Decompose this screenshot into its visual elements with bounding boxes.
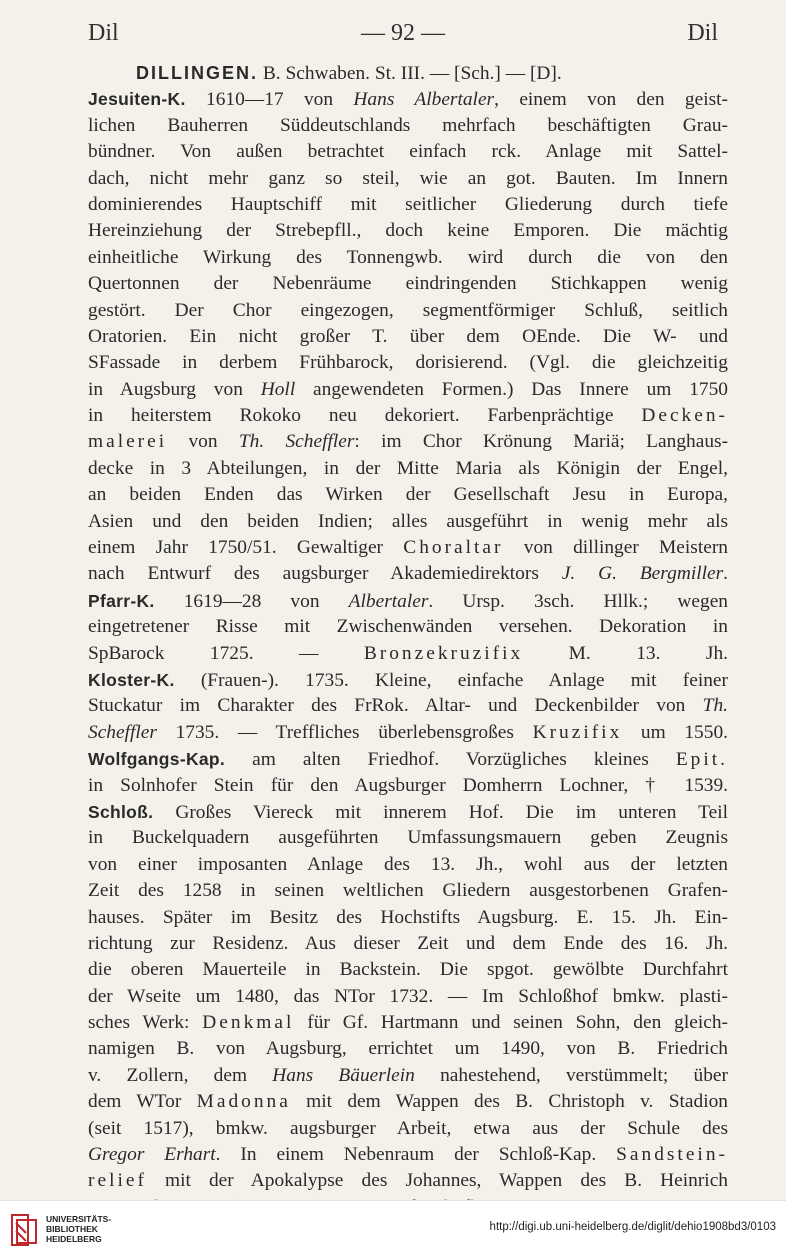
text-line (88, 1010, 728, 1036)
text-segment: um 1550. (622, 721, 728, 743)
body-text (88, 60, 728, 1221)
text-segment: . In einem Nebenraum der Schloß-Kap. (215, 1144, 617, 1166)
text-segment: dach, nicht mehr ganz so steil, wie an got. Bauten. Im Innern (88, 167, 728, 189)
text-line (88, 245, 728, 271)
text-line (88, 429, 728, 455)
text-segment: , einem von den geist- (494, 89, 728, 111)
text-line (88, 720, 728, 746)
text-segment: hauses. Später im Besitz des Hochstifts Augsburg. E. 15. Jh. Ein- (88, 906, 728, 928)
text-line (88, 86, 728, 112)
text-line (88, 377, 728, 403)
text-line (88, 271, 728, 297)
text-segment: einheitliche Wirkung des Tonnengwb. wird durch die von den (88, 246, 728, 268)
running-head-left: Dil (88, 20, 119, 46)
text-line (88, 746, 728, 772)
text-line (88, 825, 728, 851)
entry-heading: Jesuiten-K. (88, 89, 186, 110)
text-line (88, 166, 728, 192)
text-segment: namigen B. von Augsburg, errichtet um 1490, von B. Friedrich (88, 1038, 728, 1060)
text-line (88, 298, 728, 324)
text-segment: nahestehend, verstümmelt; über (414, 1064, 728, 1086)
text-segment: nach Entwurf des augsburger Akademiedirektors (88, 563, 562, 585)
text-segment: die oberen Mauerteile in Backstein. Die spgot. gewölbte Durchfahrt (88, 959, 728, 981)
text-segment: Asien und den beiden Indien; alles ausgeführt in wenig mehr als (88, 510, 728, 532)
text-segment: v. Zollern, dem (88, 1064, 273, 1086)
text-line (88, 324, 728, 350)
text-line (88, 905, 728, 931)
text-line (88, 1089, 728, 1115)
text-segment: einem Jahr 1750/51. Gewaltiger (88, 537, 404, 559)
text-line (88, 535, 728, 561)
artist-name: Hans Bäuerlein (272, 1064, 415, 1086)
text-line (88, 773, 728, 799)
text-segment: von einer imposanten Anlage des 13. Jh., wohl aus der letzten (88, 853, 728, 875)
text-line (88, 614, 728, 640)
text-line (88, 799, 728, 825)
text-line (88, 1063, 728, 1089)
text-line (88, 588, 728, 614)
text-segment: Kruzifix (532, 721, 623, 743)
text-segment: Oratorien. Ein nicht großer T. über dem OEnde. Die W- und (88, 325, 728, 347)
text-segment: gestört. Der Chor eingezogen, segmentförmiger Schluß, seitlich (88, 299, 728, 321)
text-segment: in heiterstem Rokoko neu dekoriert. Farbenprächtige (88, 405, 642, 427)
text-line (88, 1116, 728, 1142)
text-line (88, 403, 728, 429)
text-segment: dominierendes Hauptschiff mit seitlicher Gliederung durch tiefe (88, 193, 728, 215)
text-segment: Quertonnen der Nebenräume eindringenden Stichkappen wenig (88, 273, 728, 295)
text-line (88, 667, 728, 693)
institution-name (46, 1214, 111, 1244)
text-segment: Hereinziehung der Strebepfll., doch keine Emporen. Die mächtig (88, 220, 728, 242)
text-segment: . Ursp. 3sch. Hllk.; wegen (428, 590, 728, 612)
text-line (88, 852, 728, 878)
text-segment: mit der Apokalypse des Johannes, Wappen des B. Heinrich (146, 1170, 728, 1192)
text-segment: Decken- (641, 405, 728, 427)
running-head (88, 20, 718, 50)
entry-heading: Pfarr-K. (88, 590, 155, 611)
text-segment: in Buckelquadern ausgeführten Umfassungsmauern geben Zeugnis (88, 827, 728, 849)
text-segment: : im Chor Krönung Mariä; Langhaus- (354, 431, 729, 453)
text-segment: decke in 3 Abteilungen, in der Mitte Maria als Königin der Engel, (88, 457, 728, 479)
text-line (88, 60, 728, 86)
artist-name: J. G. Bergmiller (561, 563, 724, 585)
text-line (88, 113, 728, 139)
text-line (88, 1142, 728, 1168)
institution-line: UNIVERSITÄTS- (46, 1214, 112, 1224)
text-segment: relief (88, 1170, 147, 1192)
text-line (88, 218, 728, 244)
text-segment: am alten Friedhof. Vorzügliches kleines (225, 749, 676, 771)
text-line (88, 931, 728, 957)
text-line (88, 957, 728, 983)
text-segment: Madonna (196, 1091, 291, 1113)
text-segment: Stuckatur im Charakter des FrRok. Altar- und Deckenbilder von (88, 695, 703, 717)
text-segment: der Wseite um 1480, das NTor 1732. — Im Schloßhof bmkw. plasti- (88, 985, 728, 1007)
text-segment: (seit 1517), bmkw. augsburger Arbeit, etwa aus der Schule des (88, 1117, 728, 1139)
text-segment: Denkmal (202, 1012, 295, 1034)
text-segment: Großes Viereck mit innerem Hof. Die im unteren Teil (153, 801, 728, 823)
page-number: — 92 — (361, 20, 445, 46)
text-segment: für Gf. Hartmann und seinen Sohn, den gleich- (294, 1012, 728, 1034)
text-segment: in Solnhofer Stein für den Augsburger Domherrn Lochner, † 1539. (88, 774, 728, 796)
text-segment: Zeit des 1258 in seinen weltlichen Gliedern ausgestorbenen Grafen- (88, 880, 728, 902)
text-segment: von (167, 431, 239, 453)
entry-heading: Kloster-K. (88, 669, 175, 690)
text-segment: malerei (88, 431, 168, 453)
artist-name: Holl (260, 378, 296, 400)
entry-heading: Schloß. (88, 801, 154, 822)
text-segment: Epit. (675, 749, 728, 771)
entry-heading: DILLINGEN. (136, 63, 258, 83)
text-line (88, 1036, 728, 1062)
text-segment: eingetretener Risse mit Zwischenwänden versehen. Dekoration in (88, 616, 728, 638)
text-line (88, 139, 728, 165)
artist-name: Gregor Erhart (88, 1144, 216, 1166)
text-segment: in Augsburg von (88, 378, 261, 400)
text-segment: M. 13. Jh. (523, 642, 728, 664)
text-line (88, 509, 728, 535)
text-segment: von dillinger Meistern (503, 537, 728, 559)
text-segment: 1619—28 von (154, 590, 349, 612)
text-segment: angewendeten Formen.) Das Innere um 1750 (295, 378, 728, 400)
text-segment: lichen Bauherren Süddeutschlands mehrfach beschäftigten Grau- (88, 114, 728, 136)
text-line (88, 984, 728, 1010)
text-segment: (Frauen-). 1735. Kleine, einfache Anlage mit feiner (174, 669, 728, 691)
text-segment: Bronzekruzifix (363, 642, 524, 664)
text-segment: 1610—17 von (185, 89, 354, 111)
text-segment: mit dem Wappen des B. Christoph v. Stadion (290, 1091, 728, 1113)
source-url-link[interactable]: http://digi.ub.uni-heidelberg.de/diglit/dehio1908bd3/0103 (489, 1221, 776, 1233)
text-segment: bündner. Von außen betrachtet einfach rck. Anlage mit Sattel- (88, 141, 728, 163)
entry-heading: Wolfgangs-Kap. (88, 749, 226, 770)
text-segment: Choraltar (403, 537, 504, 559)
text-line (88, 641, 728, 667)
text-line (88, 878, 728, 904)
university-logo-icon (8, 1209, 42, 1249)
text-segment: Sandstein- (616, 1144, 728, 1166)
footer-bar (0, 1200, 786, 1260)
text-line (88, 350, 728, 376)
artist-name: Scheffler (88, 721, 157, 743)
artist-name: Hans Albertaler (353, 89, 495, 111)
text-segment: dem WTor (88, 1091, 197, 1113)
text-segment: richtung zur Residenz. Aus dieser Zeit und dem Ende des 16. Jh. (88, 932, 728, 954)
text-segment: . (723, 563, 728, 585)
artist-name: Th. Scheffler (238, 431, 355, 453)
institution-line: HEIDELBERG (46, 1234, 102, 1244)
text-line (88, 561, 728, 587)
artist-name: Th. (702, 695, 728, 717)
text-line (88, 693, 728, 719)
text-segment: sches Werk: (88, 1012, 203, 1034)
text-segment: an beiden Enden das Wirken der Gesellschaft Jesu in Europa, (88, 484, 728, 506)
text-line (88, 456, 728, 482)
institution-line: BIBLIOTHEK (46, 1224, 98, 1234)
text-line (88, 482, 728, 508)
text-segment: SFassade in derbem Frühbarock, dorisierend. (Vgl. die gleichzeitig (88, 352, 728, 374)
text-segment: SpBarock 1725. — (88, 642, 364, 664)
text-segment: B. Schwaben. St. III. — [Sch.] — [D]. (258, 63, 562, 84)
text-line (88, 192, 728, 218)
artist-name: Albertaler (348, 590, 429, 612)
text-line (88, 1168, 728, 1194)
running-head-right: Dil (687, 20, 718, 46)
text-segment: 1735. — Treffliches überlebensgroßes (156, 721, 533, 743)
